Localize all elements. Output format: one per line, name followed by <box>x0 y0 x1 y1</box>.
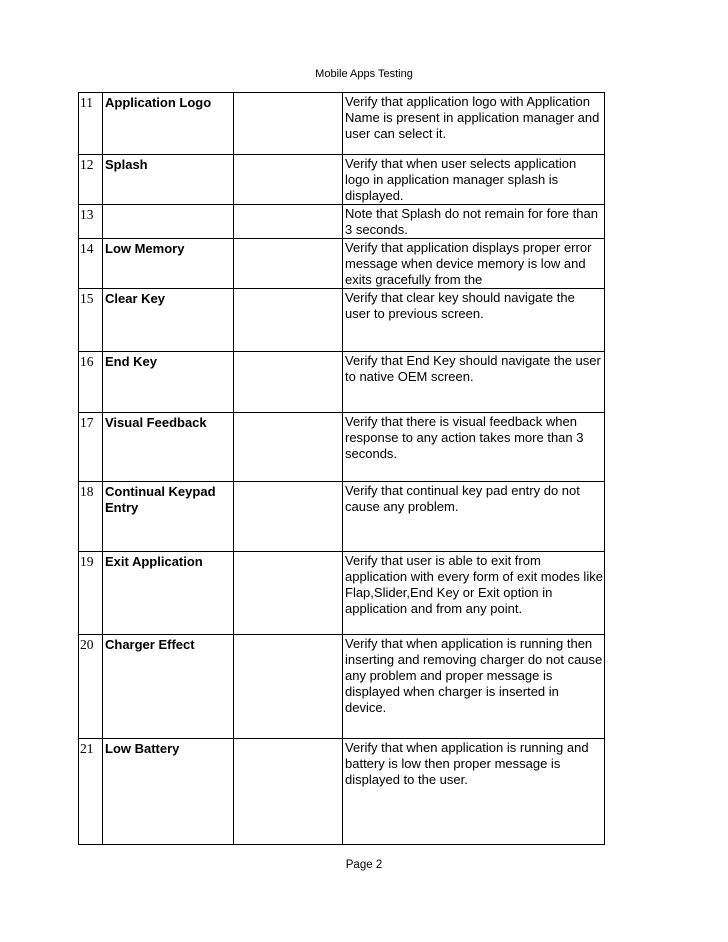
page-header: Mobile Apps Testing <box>315 68 413 80</box>
table-row <box>79 739 605 845</box>
test-description: Verify that continual key pad entry do not cause any problem. <box>343 482 605 552</box>
empty-cell <box>234 739 343 845</box>
empty-cell <box>234 352 343 413</box>
table-row <box>79 93 605 155</box>
test-description: Verify that End Key should navigate the user to native OEM screen. <box>343 352 605 413</box>
test-case-table <box>78 92 605 845</box>
table-row <box>79 482 605 552</box>
empty-cell <box>234 239 343 289</box>
table-row <box>79 155 605 205</box>
test-description: Note that Splash do not remain for fore than 3 seconds. <box>343 205 605 239</box>
empty-cell <box>234 413 343 482</box>
test-description: Verify that clear key should navigate the user to previous screen. <box>343 289 605 352</box>
row-number: 21 <box>79 739 103 845</box>
test-name: Low Memory <box>103 239 234 289</box>
empty-cell <box>234 205 343 239</box>
test-name: Application Logo <box>103 93 234 155</box>
row-number: 16 <box>79 352 103 413</box>
empty-cell <box>234 552 343 635</box>
test-name: Clear Key <box>103 289 234 352</box>
table-row <box>79 239 605 289</box>
test-name: End Key <box>103 352 234 413</box>
test-description: Verify that application displays proper error message when device memory is low and exits gracefully from the <box>343 239 605 289</box>
row-number: 12 <box>79 155 103 205</box>
row-number: 20 <box>79 635 103 739</box>
table-row <box>79 552 605 635</box>
row-number: 11 <box>79 93 103 155</box>
table-row <box>79 289 605 352</box>
test-name: Visual Feedback <box>103 413 234 482</box>
test-name: Continual Keypad Entry <box>103 482 234 552</box>
empty-cell <box>234 482 343 552</box>
test-description: Verify that when application is running and battery is low then proper message is displayed to the user. <box>343 739 605 845</box>
test-description: Verify that when user selects application logo in application manager splash is displayed. <box>343 155 605 205</box>
row-number: 13 <box>79 205 103 239</box>
empty-cell <box>234 155 343 205</box>
row-number: 15 <box>79 289 103 352</box>
table-row <box>79 635 605 739</box>
empty-cell <box>234 93 343 155</box>
test-description: Verify that when application is running then inserting and removing charger do not cause any problem and proper message is displayed when charger is inserted in device. <box>343 635 605 739</box>
row-number: 19 <box>79 552 103 635</box>
empty-cell <box>234 289 343 352</box>
table-row <box>79 205 605 239</box>
page-number: Page 2 <box>345 859 383 871</box>
empty-cell <box>234 635 343 739</box>
test-name: Charger Effect <box>103 635 234 739</box>
table-row <box>79 352 605 413</box>
test-name: Low Battery <box>103 739 234 845</box>
row-number: 14 <box>79 239 103 289</box>
test-description: Verify that application logo with Application Name is present in application manager and user can select it. <box>343 93 605 155</box>
test-name <box>103 205 234 239</box>
test-name: Exit Application <box>103 552 234 635</box>
test-description: Verify that user is able to exit from application with every form of exit modes like Flap,Slider,End Key or Exit option in application and from any point. <box>343 552 605 635</box>
table-row <box>79 413 605 482</box>
test-description: Verify that there is visual feedback when response to any action takes more than 3 seconds. <box>343 413 605 482</box>
test-name: Splash <box>103 155 234 205</box>
row-number: 17 <box>79 413 103 482</box>
row-number: 18 <box>79 482 103 552</box>
